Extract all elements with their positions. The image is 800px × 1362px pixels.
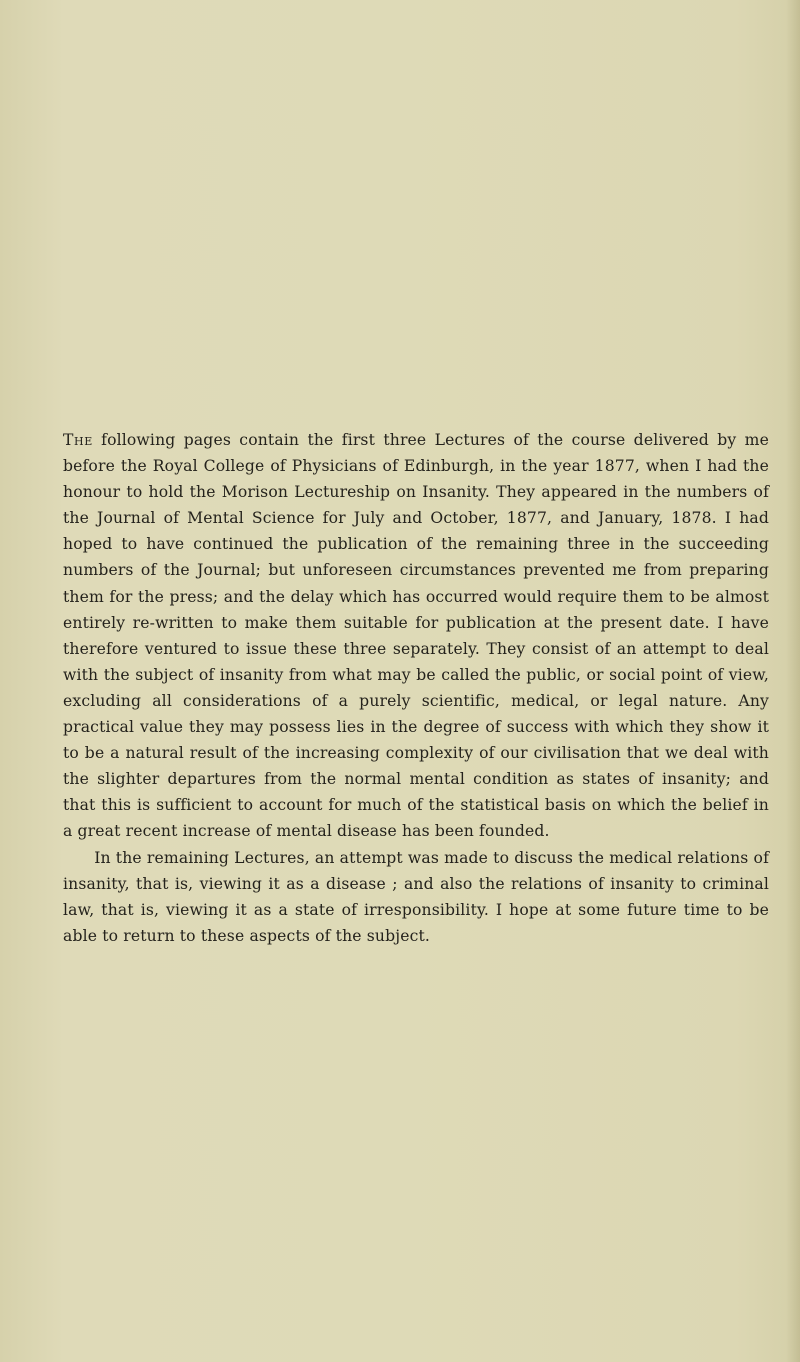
paragraph-1-body: following pages contain the first three Lectures of the course delivered by me before the Royal College of Physicians of Edinburgh, in the year 1877, when I had the honour to hold the Morison Lectureship on Insanity. They appeared in the numbers of the Journal of Mental Science for July and October, 1877, and January, 1878. I had hoped to have continued the publication of the remaining three in the succeeding numbers of the Journal; but unforeseen circumstances prevented me from preparing them for the press; and the delay which has occurred would require them to be almost entirely re-written to make them suitable for publication at the present date. I have therefore ventured to issue these three separately. They consist of an attempt to deal with the subject of insanity from what may be called the public, or social point of view, excluding all considerations of a purely scientific, medical, or legal nature. Any practical value they may possess lies in the degree of success with which they show it to be a natural result of the increasing complexity of our civilisation that we deal with the slighter departures from the normal mental condition as states of insanity; and that this is sufficient to account for much of the statistical basis on which the belief in a great recent increase of mental disease has been founded.: [63, 431, 769, 841]
paragraph-2: In the remaining Lectures, an attempt was made to discuss the medical relations of insanity, that is, viewing it as a disease ; and also the relations of insanity to criminal law, that is, viewing it as a state of irresponsibility. I hope at some future time to be able to return to these aspects of the subject.: [63, 848, 769, 945]
paragraph-1: [63, 427, 769, 845]
page-edge-shadow: [786, 0, 800, 1362]
preface-text: [63, 427, 769, 949]
paragraph-1-lead-word: The: [63, 431, 93, 449]
